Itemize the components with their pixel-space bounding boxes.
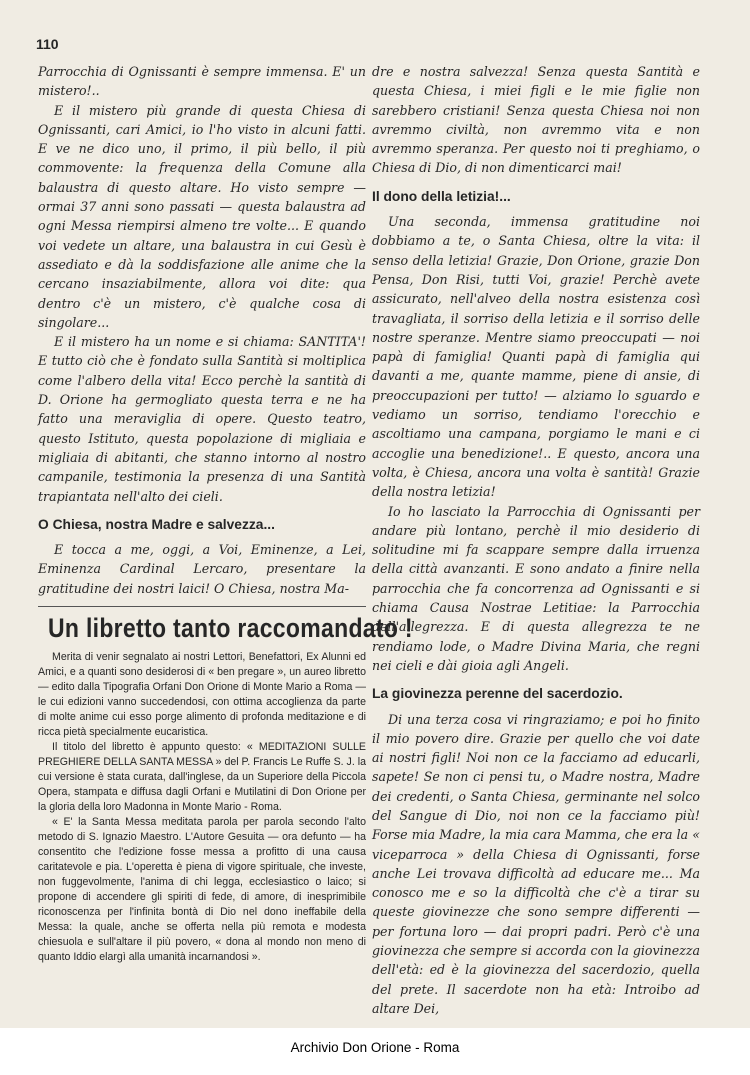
box-paragraph: Il titolo del libretto è appunto questo: « MEDITAZIONI SULLE PREGHIERE DELLA SANTA MESSA » del P. Francis Le Ruffe S. J. la cui versione è stata curata, dall'inglese, da un Superiore della Piccola Opera, stampata e diffusa dagli Orfani e Mutilatini di Don Orione per la gloria della loro Madonna in Monte Mario - Roma. bbox=[38, 741, 366, 814]
page-number: 110 bbox=[36, 36, 59, 52]
paragraph: Parrocchia di Ognissanti è sempre immensa. E' un mistero!.. bbox=[38, 64, 366, 99]
box-paragraph: « E' la Santa Messa meditata parola per parola secondo l'alto metodo di S. Ignazio Maestro. L'Autore Gesuita — ora defunto — ha consentito che l'edizione fosse messa a profitto di una causa caritatevole e pia. L'operetta è piena di vigore spirituale, che investe, non fuggevolmente, l'anima di chi legga, ecclesiastico o laico; si propone di accendere gli spiriti di fede, di amore, di inesprimibile riconoscenza per l'infinita bontà di Dio nel dono ineffabile della Messa: la quale, anche se offerta nella più remota e modesta chiesuola e sull'altare il più povero, « dona al mondo non meno di quanto Iddio elargì alla umanità incarnandosi ». bbox=[38, 816, 366, 964]
paragraph: Di una terza cosa vi ringraziamo; e poi ho finito il mio povero dire. Grazie per quello che voi date ai nostri figli! Noi non ce la facciamo ad educarli, sapete! Se non ci pensi tu, o Madre nostra, Madre dei credenti, o Santa Chiesa, germinante nel solco del Sangue di Dio, noi non ce la facciamo più! Forse mia Madre, la mia cara Mamma, che era la « viceparroca » della Chiesa di Ognissanti, forse anche Lei trovava difficoltà ad educare me... Ma conosco me e so la difficoltà che c'è a tirar su queste giovinezze che sono sempre differenti — per fortuna loro — dai propri padri. Però c'è una giovinezza che sempre si accorda con la giovinezza dell'età: ed è la giovinezza del sacerdozio, quella del prete. Il sacerdote non ha età: Introibo ad altare Dei, bbox=[372, 711, 700, 1016]
section-heading: La giovinezza perenne del sacerdozio. bbox=[372, 686, 623, 702]
box-title: Un libretto tanto raccomandato ! bbox=[48, 612, 413, 643]
paragraph: Una seconda, immensa gratitudine noi dobbiamo a te, o Santa Chiesa, oltre la vita: il senso della letizia! Grazie, Don Orione, grazie Don Pensa, Don Risi, tutti Voi, grazie! Perchè avete assicurato, nell'alveo della nostra esistenza così travagliata, il sorriso della letizia e il sorriso delle nostre speranze. Mentre siamo preoccupati — noi papà di famiglia! Quanti papà di famiglia qui davanti a me, quante mamme, piene di ansie, di preoccupazioni per tutto! — alziamo lo sguardo e vediamo un sorriso, tendiamo l'orecchio e ascoltiamo una campana, porgiamo le mani e ci accoglie una benedizione!.. E questo, ancora una volta, è Chiesa, ancora una volta è santità! Grazie della nostra letizia! bbox=[372, 214, 700, 500]
box-text bbox=[38, 650, 366, 965]
paragraph: E il mistero più grande di questa Chiesa di Ognissanti, cari Amici, io l'ho visto in alcuni fatti. E ve ne dico uno, il primo, il più bello, il più commovente: la frequenza della Comune alla balaustra di questo altare. Ho visto sempre — ormai 37 anni sono passati — questa balaustra ad ogni Messa riempirsi almeno tre volte... E quando voi vedete un altare, una balaustra in cui Gesù è assediato e dà la soddisfazione alle anime che la cercano insaziabilmente, allora voi dite: qua dentro c'è un mistero, c'è qualche cosa di singolare... bbox=[38, 102, 366, 330]
section-heading: Il dono della letizia!... bbox=[372, 188, 511, 204]
paragraph: E tocca a me, oggi, a Voi, Eminenze, a Lei, Eminenza Cardinal Lercaro, presentare la gratitudine dei nostri laici! O Chiesa, nostra Ma- bbox=[38, 542, 366, 596]
box-paragraph: Merita di venir segnalato ai nostri Lettori, Benefattori, Ex Alunni ed Amici, e a quanti sono desiderosi di « ben pregare », un aureo libretto — edito dalla Tipografia Orfani Don Orione di Monte Mario a Roma — le cui edizioni vanno succedendosi, con ottima accoglienza da parte di molte anime cui esso porge alimento di profonda meditazione e di ricca pietà specialmente eucaristica. bbox=[38, 651, 366, 739]
archive-footer: Archivio Don Orione - Roma bbox=[290, 1040, 460, 1055]
section-heading: O Chiesa, nostra Madre e salvezza... bbox=[38, 516, 275, 532]
left-column bbox=[38, 62, 413, 965]
paragraph: E il mistero ha un nome e si chiama: SANTITA'! E tutto ciò che è fondato sulla Santità si moltiplica come l'albero della vita! Ecco perchè la santità di D. Orione ha germogliato questa terra e ne ha fatto una meraviglia di opere. Questo teatro, questo Istituto, questa popolazione di migliaia e migliaia di abitanti, che stanno intorno al nostro campanile, testimonia la presenza di una Santità trapiantata nell'alto dei cieli. bbox=[38, 334, 366, 504]
divider bbox=[38, 606, 366, 607]
paragraph: dre e nostra salvezza! Senza questa Santità e questa Chiesa, i miei figli e le mie figlie non sarebbero cristiani! Senza questa Chiesa noi non avremmo civiltà, non avremmo vita e non avremmo speranza. Per questo noi ti preghiamo, o Chiesa di Dio, di non dimenticarci mai! bbox=[372, 64, 700, 176]
paragraph: Io ho lasciato la Parrocchia di Ognissanti per andare più lontano, perchè il mio desiderio di solitudine mi fa scappare sempre dalla irruenza della città avanzanti. E sono andato a finire nella parrocchia che fa concorrenza ad Ognissanti e si chiama Causa Nostrae Letitiae: la Parrocchia dell'allegrezza. E di questa allegrezza te ne rendiamo lode, o Madre Divina Maria, che regni nei cieli e dài gioia agli Angeli. bbox=[372, 503, 700, 673]
right-column bbox=[372, 62, 700, 1018]
